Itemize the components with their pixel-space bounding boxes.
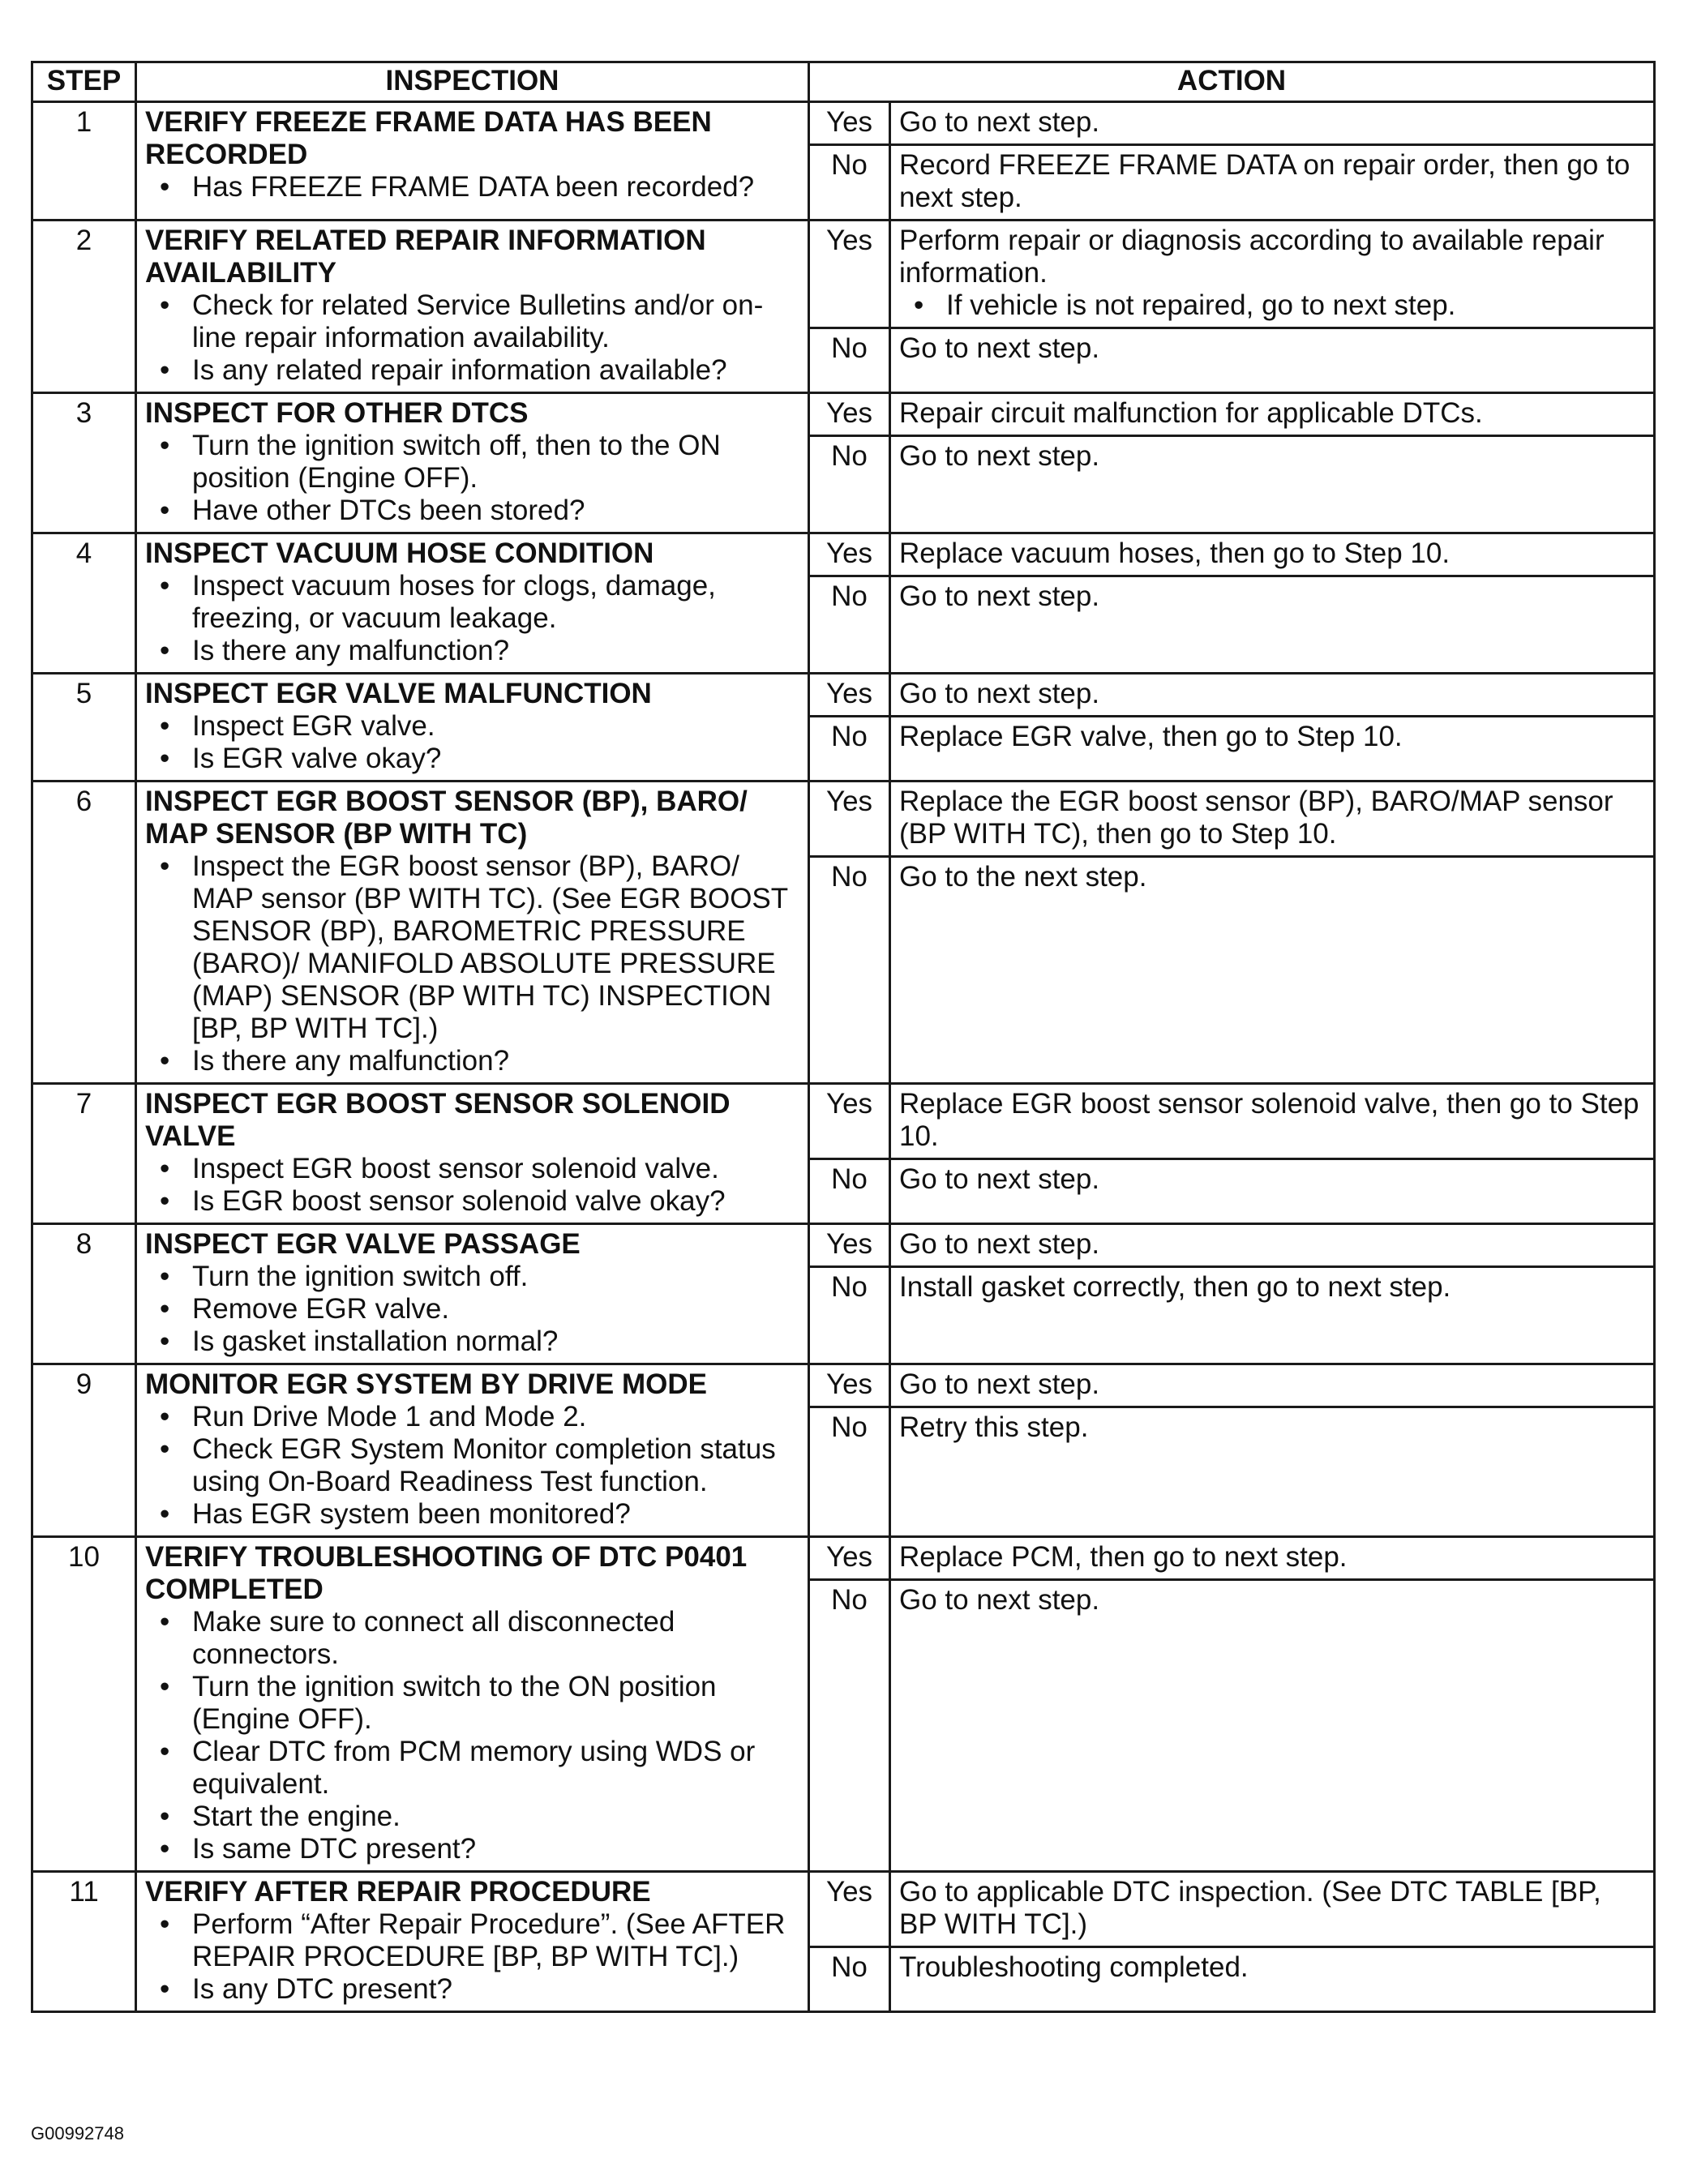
yes-label: Yes bbox=[809, 674, 890, 717]
inspection-bullets bbox=[145, 710, 799, 775]
yes-action-text: Replace the EGR boost sensor (BP), BARO/MAP sensor (BP WITH TC), then go to Step 10. bbox=[899, 786, 1613, 850]
inspection-bullet: • Check for related Service Bulletins and/or on-line repair information availability. bbox=[145, 289, 799, 354]
no-label: No bbox=[809, 328, 890, 393]
header-action: ACTION bbox=[809, 62, 1655, 102]
step-number: 1 bbox=[32, 102, 136, 221]
header-inspection: INSPECTION bbox=[136, 62, 809, 102]
yes-action-text: Replace EGR boost sensor solenoid valve, then go to Step 10. bbox=[899, 1088, 1639, 1152]
table-row bbox=[32, 782, 1655, 857]
no-action-text: Go to next step. bbox=[899, 440, 1100, 472]
no-action-text: Go to next step. bbox=[899, 580, 1100, 612]
inspection-title: INSPECT EGR BOOST SENSOR (BP), BARO/ MAP SENSOR (BP WITH TC) bbox=[145, 786, 748, 850]
inspection-title: INSPECT VACUUM HOSE CONDITION bbox=[145, 537, 654, 569]
inspection-title: VERIFY FREEZE FRAME DATA HAS BEEN RECORDED bbox=[145, 106, 712, 170]
no-action-text: Install gasket correctly, then go to next step. bbox=[899, 1271, 1451, 1303]
inspection-bullet: • Have other DTCs been stored? bbox=[145, 495, 799, 527]
table-row bbox=[32, 1537, 1655, 1580]
yes-label: Yes bbox=[809, 782, 890, 857]
inspection-cell bbox=[136, 1364, 809, 1537]
table-row bbox=[32, 102, 1655, 145]
inspection-bullets bbox=[145, 1401, 799, 1531]
inspection-cell bbox=[136, 393, 809, 533]
table-row bbox=[32, 1084, 1655, 1159]
no-action-text: Go to next step. bbox=[899, 332, 1100, 364]
step-number: 10 bbox=[32, 1537, 136, 1872]
inspection-bullets bbox=[145, 1908, 799, 2006]
yes-action-text: Go to applicable DTC inspection. (See DTC TABLE [BP, BP WITH TC].) bbox=[899, 1876, 1601, 1940]
yes-action bbox=[890, 102, 1655, 145]
yes-action bbox=[890, 393, 1655, 436]
inspection-bullet: • Turn the ignition switch off. bbox=[145, 1261, 799, 1293]
inspection-bullet: • Clear DTC from PCM memory using WDS or equivalent. bbox=[145, 1736, 799, 1801]
inspection-bullet: • Has EGR system been monitored? bbox=[145, 1498, 799, 1531]
yes-action-text: Go to next step. bbox=[899, 1368, 1100, 1400]
no-action bbox=[890, 576, 1655, 674]
diagnostic-table bbox=[31, 61, 1656, 2013]
inspection-bullet: • Is there any malfunction? bbox=[145, 1045, 799, 1077]
inspection-bullet: • Start the engine. bbox=[145, 1801, 799, 1833]
yes-action bbox=[890, 1872, 1655, 1947]
yes-action bbox=[890, 1364, 1655, 1407]
header-step: STEP bbox=[32, 62, 136, 102]
inspection-bullet: • Is gasket installation normal? bbox=[145, 1325, 799, 1358]
yes-label: Yes bbox=[809, 1084, 890, 1159]
yes-action bbox=[890, 782, 1655, 857]
yes-action-text: Replace PCM, then go to next step. bbox=[899, 1541, 1348, 1573]
no-action bbox=[890, 1947, 1655, 2012]
no-action-text: Retry this step. bbox=[899, 1411, 1089, 1443]
yes-action bbox=[890, 533, 1655, 576]
yes-label: Yes bbox=[809, 1224, 890, 1267]
no-action-text: Replace EGR valve, then go to Step 10. bbox=[899, 721, 1403, 752]
table-body bbox=[32, 102, 1655, 2012]
no-action bbox=[890, 1267, 1655, 1364]
no-action bbox=[890, 1407, 1655, 1537]
no-action-text: Go to next step. bbox=[899, 1163, 1100, 1195]
no-action bbox=[890, 717, 1655, 782]
yes-label: Yes bbox=[809, 102, 890, 145]
inspection-bullets bbox=[145, 171, 799, 203]
yes-label: Yes bbox=[809, 1537, 890, 1580]
inspection-bullet: • Remove EGR valve. bbox=[145, 1293, 799, 1325]
inspection-bullet: • Turn the ignition switch off, then to the ON position (Engine OFF). bbox=[145, 430, 799, 495]
inspection-title: MONITOR EGR SYSTEM BY DRIVE MODE bbox=[145, 1368, 707, 1400]
yes-action-text: Go to next step. bbox=[899, 106, 1100, 138]
yes-label: Yes bbox=[809, 1364, 890, 1407]
step-number: 8 bbox=[32, 1224, 136, 1364]
inspection-bullets bbox=[145, 1606, 799, 1865]
inspection-bullets bbox=[145, 850, 799, 1077]
inspection-bullet: • Is any DTC present? bbox=[145, 1973, 799, 2006]
no-label: No bbox=[809, 436, 890, 533]
table-row bbox=[32, 221, 1655, 328]
yes-label: Yes bbox=[809, 221, 890, 328]
yes-action-text: Replace vacuum hoses, then go to Step 10. bbox=[899, 537, 1450, 569]
yes-action-bullets bbox=[899, 289, 1645, 322]
no-action bbox=[890, 1159, 1655, 1224]
inspection-cell bbox=[136, 1224, 809, 1364]
inspection-bullet: • Check EGR System Monitor completion status using On-Board Readiness Test function. bbox=[145, 1433, 799, 1498]
no-action bbox=[890, 145, 1655, 221]
no-action bbox=[890, 328, 1655, 393]
yes-label: Yes bbox=[809, 533, 890, 576]
yes-action bbox=[890, 1537, 1655, 1580]
no-action bbox=[890, 436, 1655, 533]
step-number: 2 bbox=[32, 221, 136, 393]
no-label: No bbox=[809, 1580, 890, 1872]
table-row bbox=[32, 1224, 1655, 1267]
table-row bbox=[32, 533, 1655, 576]
inspection-cell bbox=[136, 1872, 809, 2012]
no-label: No bbox=[809, 1407, 890, 1537]
step-number: 11 bbox=[32, 1872, 136, 2012]
no-label: No bbox=[809, 1159, 890, 1224]
inspection-bullet: • Is EGR valve okay? bbox=[145, 743, 799, 775]
inspection-bullet: • Inspect vacuum hoses for clogs, damage, freezing, or vacuum leakage. bbox=[145, 570, 799, 635]
yes-action-text: Repair circuit malfunction for applicable DTCs. bbox=[899, 397, 1483, 429]
no-label: No bbox=[809, 1947, 890, 2012]
inspection-title: VERIFY RELATED REPAIR INFORMATION AVAILABILITY bbox=[145, 225, 706, 289]
inspection-title: VERIFY TROUBLESHOOTING OF DTC P0401 COMPLETED bbox=[145, 1541, 748, 1605]
step-number: 5 bbox=[32, 674, 136, 782]
inspection-cell bbox=[136, 674, 809, 782]
step-number: 3 bbox=[32, 393, 136, 533]
inspection-title: INSPECT EGR VALVE PASSAGE bbox=[145, 1228, 581, 1260]
yes-action bbox=[890, 221, 1655, 328]
diagnostic-procedure bbox=[31, 61, 1653, 2013]
step-number: 6 bbox=[32, 782, 136, 1084]
table-row bbox=[32, 674, 1655, 717]
inspection-bullet: • Is EGR boost sensor solenoid valve okay? bbox=[145, 1185, 799, 1218]
inspection-bullet: • Perform “After Repair Procedure”. (See AFTER REPAIR PROCEDURE [BP, BP WITH TC].) bbox=[145, 1908, 799, 1973]
inspection-bullet: • Inspect the EGR boost sensor (BP), BARO/ MAP sensor (BP WITH TC). (See EGR BOOST SENSOR (BP), BAROMETRIC PRESSURE (BARO)/ MANIFOLD ABSOLUTE PRESSURE (MAP) SENSOR (BP WITH TC) INSPECTION [BP, BP WITH TC].) bbox=[145, 850, 799, 1045]
inspection-title: INSPECT FOR OTHER DTCS bbox=[145, 397, 529, 429]
inspection-cell bbox=[136, 1537, 809, 1872]
inspection-cell bbox=[136, 102, 809, 221]
no-label: No bbox=[809, 576, 890, 674]
no-action bbox=[890, 1580, 1655, 1872]
inspection-bullets bbox=[145, 1153, 799, 1218]
no-label: No bbox=[809, 717, 890, 782]
inspection-bullet: • Is same DTC present? bbox=[145, 1833, 799, 1865]
no-label: No bbox=[809, 1267, 890, 1364]
table-row bbox=[32, 1872, 1655, 1947]
inspection-title: INSPECT EGR VALVE MALFUNCTION bbox=[145, 678, 652, 709]
action-bullet: • If vehicle is not repaired, go to next step. bbox=[899, 289, 1645, 322]
document-code: G00992748 bbox=[31, 2123, 124, 2143]
step-number: 7 bbox=[32, 1084, 136, 1224]
inspection-bullets bbox=[145, 430, 799, 527]
yes-action bbox=[890, 1084, 1655, 1159]
inspection-bullets bbox=[145, 570, 799, 667]
inspection-cell bbox=[136, 782, 809, 1084]
inspection-bullets bbox=[145, 289, 799, 387]
no-action-text: Record FREEZE FRAME DATA on repair order, then go to next step. bbox=[899, 149, 1630, 213]
no-label: No bbox=[809, 857, 890, 1084]
table-row bbox=[32, 1364, 1655, 1407]
inspection-cell bbox=[136, 1084, 809, 1224]
yes-label: Yes bbox=[809, 1872, 890, 1947]
yes-action bbox=[890, 674, 1655, 717]
no-action bbox=[890, 857, 1655, 1084]
no-action-text: Go to the next step. bbox=[899, 861, 1147, 893]
inspection-title: INSPECT EGR BOOST SENSOR SOLENOID VALVE bbox=[145, 1088, 731, 1152]
inspection-cell bbox=[136, 533, 809, 674]
yes-action bbox=[890, 1224, 1655, 1267]
table-row bbox=[32, 393, 1655, 436]
yes-action-text: Go to next step. bbox=[899, 678, 1100, 709]
inspection-title: VERIFY AFTER REPAIR PROCEDURE bbox=[145, 1876, 651, 1908]
yes-action-text: Perform repair or diagnosis according to available repair information. bbox=[899, 225, 1605, 289]
inspection-bullet: • Turn the ignition switch to the ON position (Engine OFF). bbox=[145, 1671, 799, 1736]
inspection-bullet: • Make sure to connect all disconnected connectors. bbox=[145, 1606, 799, 1671]
no-action-text: Troubleshooting completed. bbox=[899, 1951, 1249, 1983]
no-label: No bbox=[809, 145, 890, 221]
inspection-bullet: • Inspect EGR boost sensor solenoid valve. bbox=[145, 1153, 799, 1185]
inspection-bullet: • Run Drive Mode 1 and Mode 2. bbox=[145, 1401, 799, 1433]
inspection-bullet: • Is there any malfunction? bbox=[145, 635, 799, 667]
inspection-bullet: • Inspect EGR valve. bbox=[145, 710, 799, 743]
step-number: 9 bbox=[32, 1364, 136, 1537]
inspection-bullet: • Has FREEZE FRAME DATA been recorded? bbox=[145, 171, 799, 203]
header-row bbox=[32, 62, 1655, 102]
inspection-bullets bbox=[145, 1261, 799, 1358]
no-action-text: Go to next step. bbox=[899, 1584, 1100, 1616]
inspection-cell bbox=[136, 221, 809, 393]
step-number: 4 bbox=[32, 533, 136, 674]
inspection-bullet: • Is any related repair information available? bbox=[145, 354, 799, 387]
yes-action-text: Go to next step. bbox=[899, 1228, 1100, 1260]
yes-label: Yes bbox=[809, 393, 890, 436]
